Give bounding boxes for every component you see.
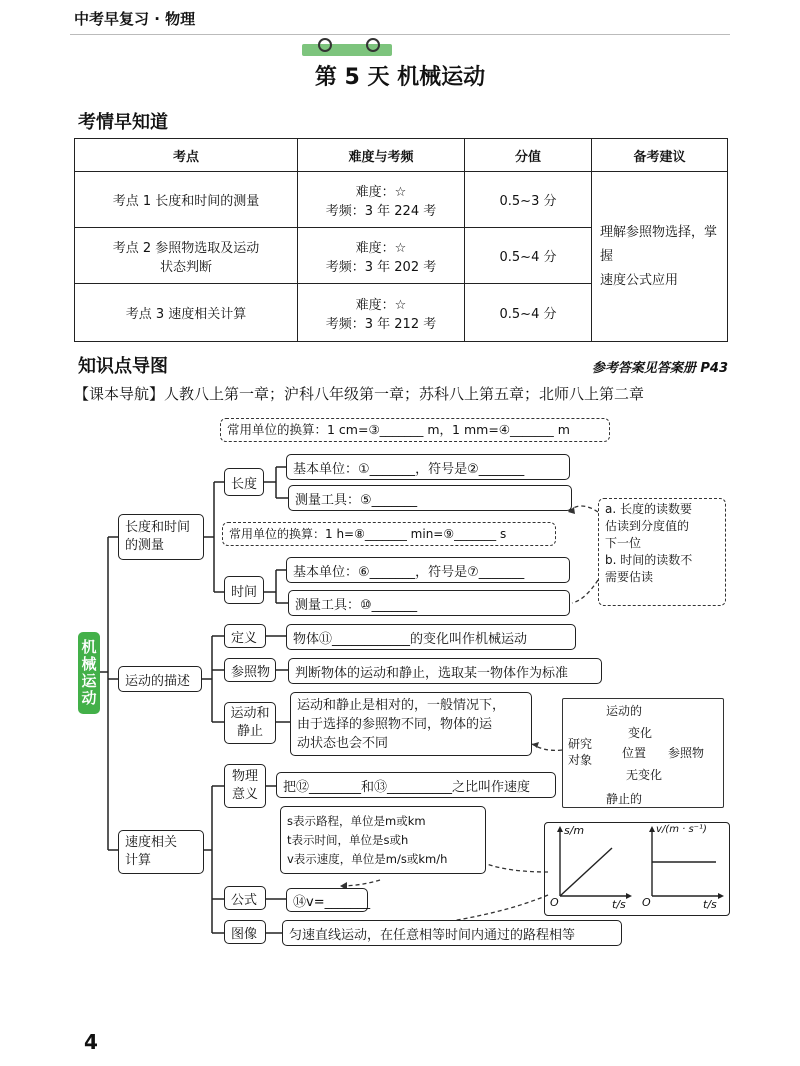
table-cell: 0.5~4 分 [465, 228, 592, 284]
freq-text: 考频：3 年 212 考 [325, 316, 437, 332]
symbol-line: s表示路程，单位是m或km [287, 813, 426, 828]
node-graph: 图像 [224, 920, 266, 944]
node-time: 时间 [224, 576, 264, 604]
physical-meaning-box: 把⑫________和⑬__________之比叫作速度 [276, 772, 556, 798]
point-text: 状态判断 [159, 259, 212, 275]
table-header: 备考建议 [592, 139, 728, 172]
table-header: 考点 [75, 139, 298, 172]
symbol-line: v表示速度，单位是m/s或km/h [287, 851, 448, 866]
mindmap-root: 机械运动 [78, 632, 100, 714]
table-header: 难度与考频 [298, 139, 465, 172]
time-unit-box: 基本单位：⑥_______，符号是⑦_______ [286, 557, 570, 583]
reference-box: 判断物体的运动和静止，选取某一物体作为标准 [288, 658, 602, 684]
point-text: 考点 2 参照物选取及运动 [112, 240, 260, 256]
book-header: 中考早复习 · 物理 [74, 10, 196, 28]
difficulty-text: 难度：☆ [355, 297, 407, 313]
branch-label: 速度相关 [125, 835, 178, 850]
diagram-label: 变化 [628, 726, 653, 740]
difficulty-text: 难度：☆ [355, 184, 407, 200]
formula-box: ⑭v=_______ [286, 888, 368, 912]
symbol-line: t表示时间，单位是s或h [287, 832, 409, 847]
definition-box: 物体⑪____________的变化叫作机械运动 [286, 624, 576, 650]
branch-label: 计算 [125, 853, 152, 868]
diagram-label: 无变化 [626, 768, 663, 782]
section-title: 考情早知道 [78, 112, 168, 133]
length-unit-box: 基本单位：①_______，符号是②_______ [286, 454, 570, 480]
difficulty-text: 难度：☆ [355, 240, 407, 256]
advice-text: 速度公式应用 [600, 272, 679, 288]
branch-label: 的测量 [125, 538, 165, 553]
freq-text: 考频：3 年 224 考 [325, 203, 437, 219]
branch-motion-description: 运动的描述 [118, 666, 202, 692]
diagram-label: 参照物 [668, 746, 705, 760]
node-label: 物理 [231, 769, 258, 784]
diagram-label: 研究 [568, 737, 593, 751]
graph-box: 匀速直线运动，在任意相等时间内通过的路程相等 [282, 920, 622, 946]
note-line: 需要估读 [605, 570, 654, 584]
branch-label: 长度和时间 [125, 520, 191, 535]
graph1-x-label: t/s [612, 898, 626, 911]
note-line: 下一位 [605, 536, 642, 550]
unit-conversion-length: 常用单位的换算：1 cm=③_______ m，1 mm=④_______ m [220, 418, 610, 442]
length-tool-box: 测量工具：⑤_______ [288, 485, 572, 511]
diagram-label: 位置 [622, 746, 647, 760]
node-formula: 公式 [224, 886, 266, 910]
node-label: 意义 [231, 787, 258, 802]
diagram-label: 运动的 [606, 704, 643, 718]
graph1-y-label: s/m [564, 824, 585, 837]
rel-line: 动状态也会不同 [297, 735, 389, 751]
table-cell: 考点 1 长度和时间的测量 [75, 172, 298, 228]
rel-line: 运动和静止是相对的，一般情况下， [297, 697, 506, 713]
diagram-label: 静止的 [606, 792, 643, 806]
note-line: a. 长度的读数要 [605, 502, 692, 516]
rel-line: 由于选择的参照物不同，物体的运 [297, 716, 493, 732]
table-cell: 考点 3 速度相关计算 [75, 284, 298, 342]
note-line: b. 时间的读数不 [605, 553, 693, 567]
freq-text: 考频：3 年 202 考 [325, 259, 437, 275]
table-cell: 0.5~4 分 [465, 284, 592, 342]
textbook-nav: 【课本导航】人教八上第一章；沪科八年级第一章；苏科八上第五章；北师八上第二章 [74, 385, 645, 403]
graph2-y-label: v/(m · s⁻¹) [656, 824, 707, 835]
graph1-line [560, 848, 612, 896]
node-reference-object: 参照物 [224, 658, 276, 682]
node-label: 运动和 [230, 706, 270, 721]
node-label: 静止 [236, 724, 263, 739]
page-number: 4 [84, 1030, 98, 1054]
table-header: 分值 [465, 139, 592, 172]
day-title: 第 5 天 机械运动 [314, 65, 486, 90]
table-cell: 0.5~3 分 [465, 172, 592, 228]
node-definition: 定义 [224, 624, 266, 648]
advice-text: 理解参照物选择，掌握 [600, 224, 718, 264]
node-length: 长度 [224, 468, 264, 496]
graph2-origin: O [642, 896, 651, 909]
graph1-origin: O [550, 896, 559, 909]
answer-reference: 参考答案见答案册 P43 [591, 361, 728, 376]
graph2-x-label: t/s [703, 898, 717, 911]
diagram-label: 对象 [568, 753, 593, 767]
section-title: 知识点导图 [78, 356, 168, 377]
time-tool-box: 测量工具：⑩_______ [288, 590, 570, 616]
note-line: 估读到分度值的 [605, 519, 690, 533]
unit-conversion-time: 常用单位的换算：1 h=⑧_______ min=⑨_______ s [222, 522, 556, 546]
